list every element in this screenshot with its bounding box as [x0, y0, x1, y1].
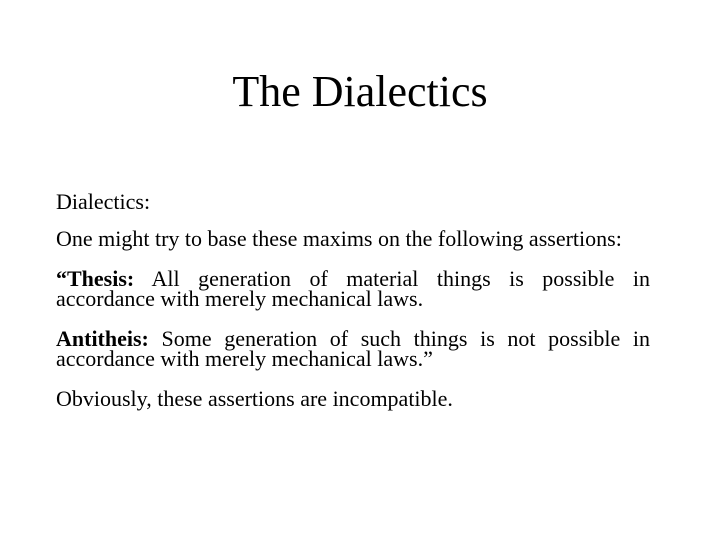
slide-body [56, 189, 650, 429]
thesis-label: “Thesis: [56, 266, 135, 291]
paragraph-intro: One might try to base these maxims on the following assertions: [56, 226, 622, 251]
paragraph-thesis [56, 266, 650, 311]
antithesis-text: Some generation of such things is not possible in accordance with merely mechanical laws.” [56, 326, 650, 371]
paragraph-conclusion: Obviously, these assertions are incompatible. [56, 386, 453, 411]
antithesis-label: Antitheis: [56, 326, 149, 351]
thesis-text: All generation of material things is possible in accordance with merely mechanical laws. [56, 266, 650, 311]
paragraph-dialectics-heading: Dialectics: [56, 189, 151, 214]
slide-title: The Dialectics [232, 67, 488, 116]
paragraph-antithesis [56, 326, 650, 371]
